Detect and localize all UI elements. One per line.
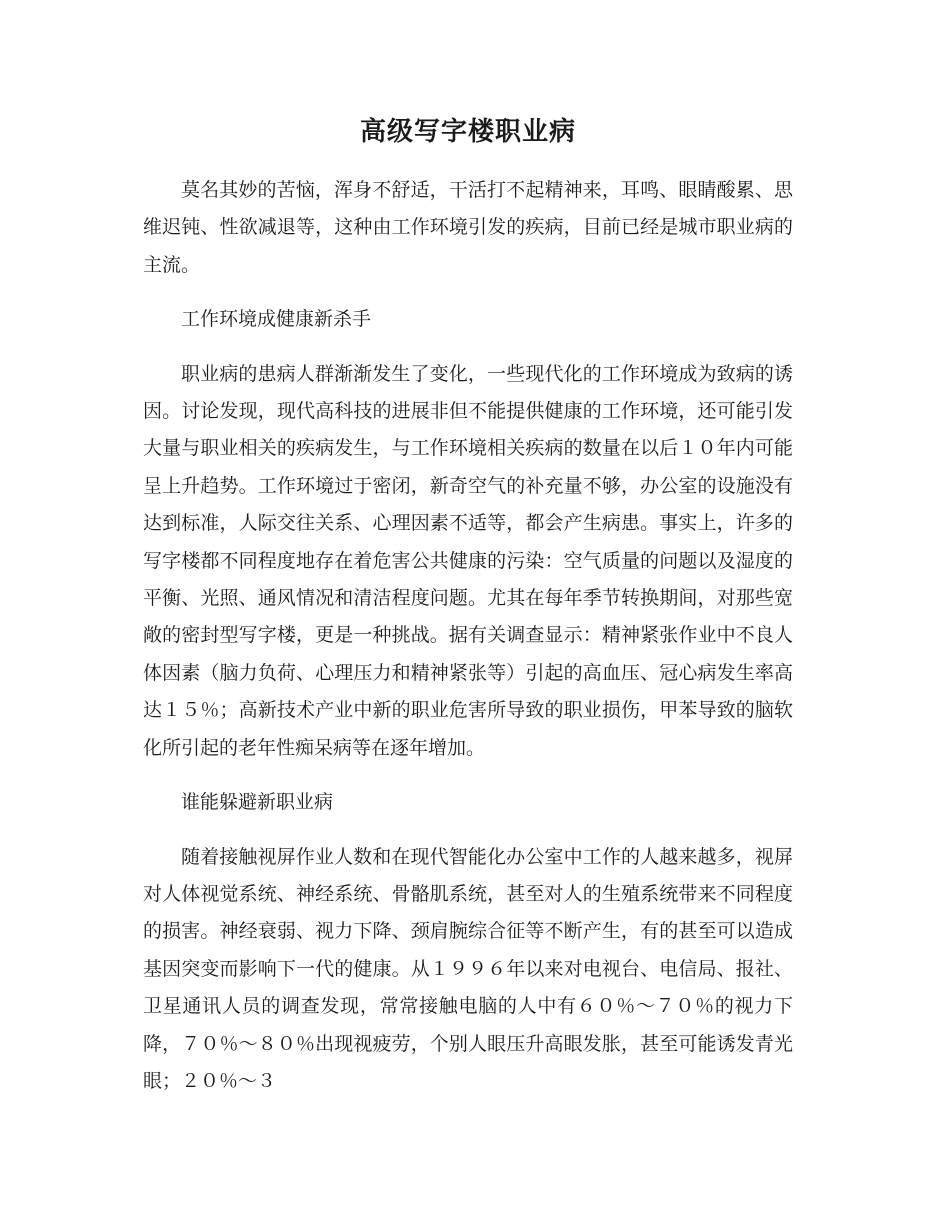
intro-paragraph: 莫名其妙的苦恼，浑身不舒适，干活打不起精神来，耳鸣、眼睛酸累、思维迟钝、性欲减退等，这种由工作环境引发的疾病，目前已经是城市职业病的主流。 — [143, 179, 793, 276]
section-body-work-environment: 职业病的患病人群渐渐发生了变化，一些现代化的工作环境成为致病的诱因。讨论发现，现代高科技的进展非但不能提供健康的工作环境，还可能引发大量与职业相关的疾病发生，与工作环境相关疾病的数量在以后１０年内可能呈上升趋势。工作环境过于密闭，新奇空气的补充量不够，办公室的设施没有达到标准，人际交往关系、心理因素不适等，都会产生病患。事实上，许多的写字楼都不同程度地存在着危害公共健康的污染：空气质量的问题以及湿度的平衡、光照、通风情况和清洁程度问题。尤其在每年季节转换期间，对那些宽敞的密封型写字楼，更是一种挑战。据有关调查显示：精神紧张作业中不良人体因素（脑力负荷、心理压力和精神紧张等）引起的高血压、冠心病发生率高达１５％；高新技术产业中新的职业危害所导致的职业损伤，甲苯导致的脑软化所引起的老年性痴呆病等在逐年增加。 — [143, 362, 793, 759]
section-heading-new-occupational-disease: 谁能躲避新职业病 — [181, 791, 334, 814]
section-body-new-occupational-disease: 随着接触视屏作业人数和在现代智能化办公室中工作的人越来越多，视屏对人体视觉系统、神经系统、骨骼肌系统，甚至对人的生殖系统带来不同程度的损害。神经衰弱、视力下降、颈肩腕综合征等不断产生，有的甚至可以造成基因突变而影响下一代的健康。从１９９６年以来对电视台、电信局、报社、卫星通讯人员的调查发现，常常接触电脑的人中有６０％～７０％的视力下降，７０％～８０％出现视疲劳，个别人眼压升高眼发胀，甚至可能诱发青光眼；２０％～３ — [143, 845, 793, 1092]
section-heading-work-environment: 工作环境成健康新杀手 — [181, 308, 372, 331]
document-page — [143, 108, 793, 1100]
document-title: 高级写字楼职业病 — [359, 117, 576, 147]
